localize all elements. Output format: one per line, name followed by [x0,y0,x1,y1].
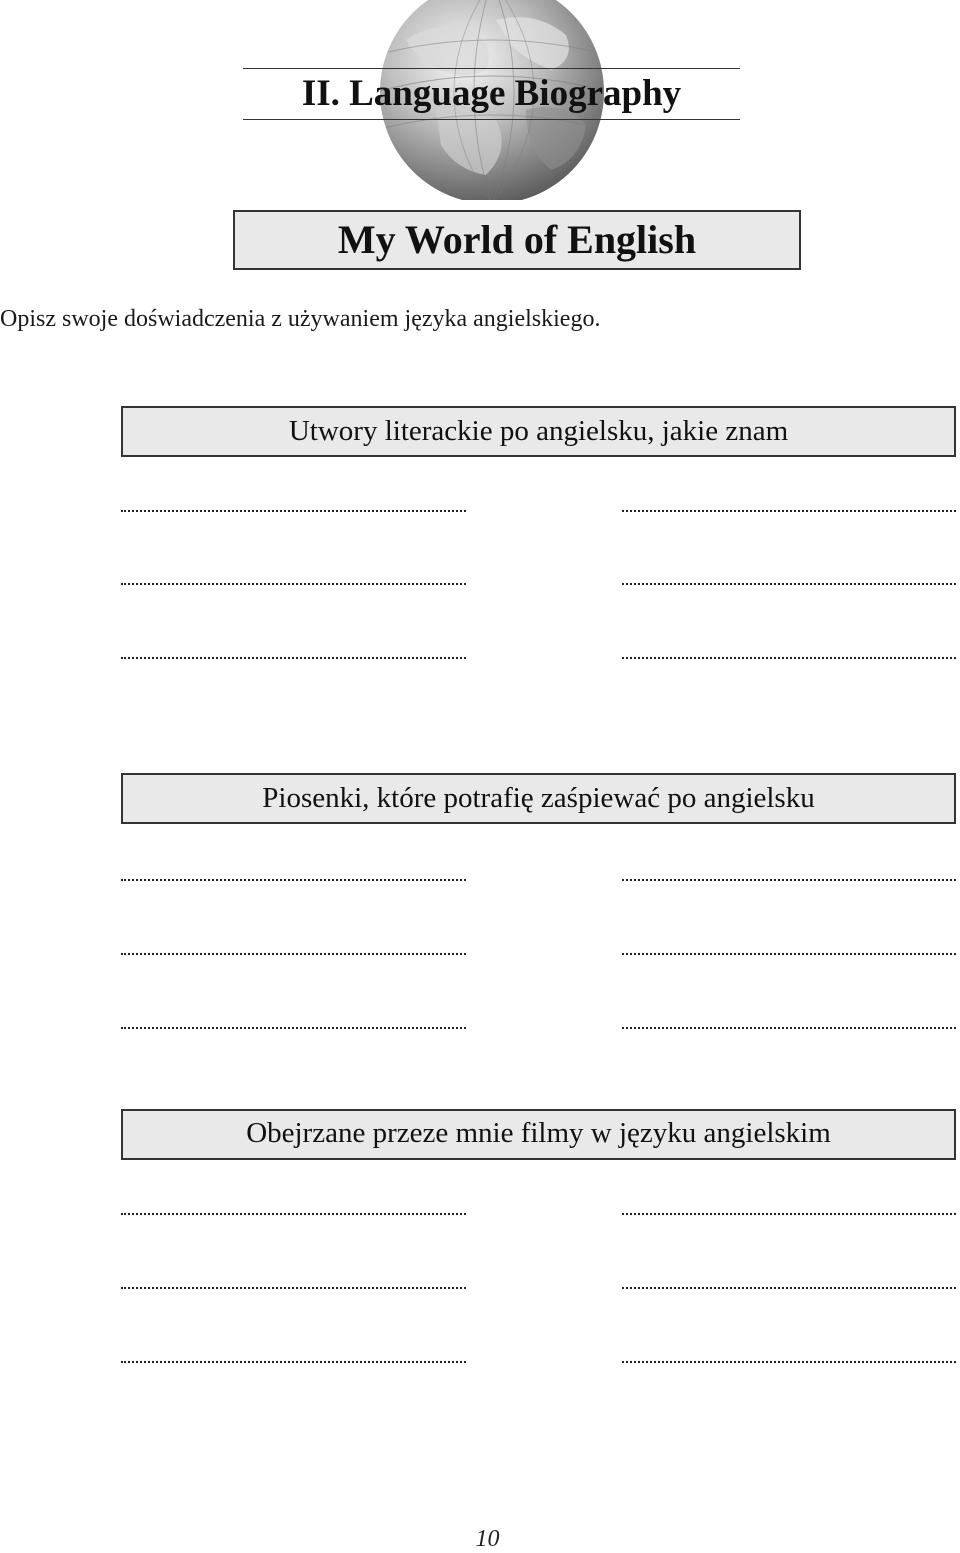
page-title: My World of English [233,210,801,270]
section-heading-literature: Utwory literackie po angielsku, jakie znam [121,406,956,457]
page-number: 10 [475,1526,500,1552]
section-heading-songs: Piosenki, które potrafię zaśpiewać po angielsku [121,773,956,824]
blank-line[interactable] [622,1361,956,1363]
blank-line[interactable] [121,583,466,585]
chapter-title: II. Language Biography [301,73,682,114]
blank-line[interactable] [121,879,466,881]
blank-line[interactable] [622,1027,956,1029]
blank-line[interactable] [622,879,956,881]
blank-line[interactable] [622,1213,956,1215]
blank-line[interactable] [121,1213,466,1215]
blank-line[interactable] [622,583,956,585]
blank-line[interactable] [121,1027,466,1029]
instruction-text: Opisz swoje doświadczenia z używaniem języka angielskiego. [0,306,601,332]
blank-line[interactable] [121,1287,466,1289]
section-heading-films: Obejrzane przeze mnie filmy w języku angielskim [121,1109,956,1160]
blank-line[interactable] [622,953,956,955]
blank-line[interactable] [622,657,956,659]
blank-line[interactable] [121,953,466,955]
blank-line[interactable] [121,1361,466,1363]
chapter-rule-bottom [243,119,740,120]
blank-line[interactable] [121,510,466,512]
chapter-rule-top [243,68,740,69]
blank-line[interactable] [622,510,956,512]
blank-line[interactable] [121,657,466,659]
blank-line[interactable] [622,1287,956,1289]
